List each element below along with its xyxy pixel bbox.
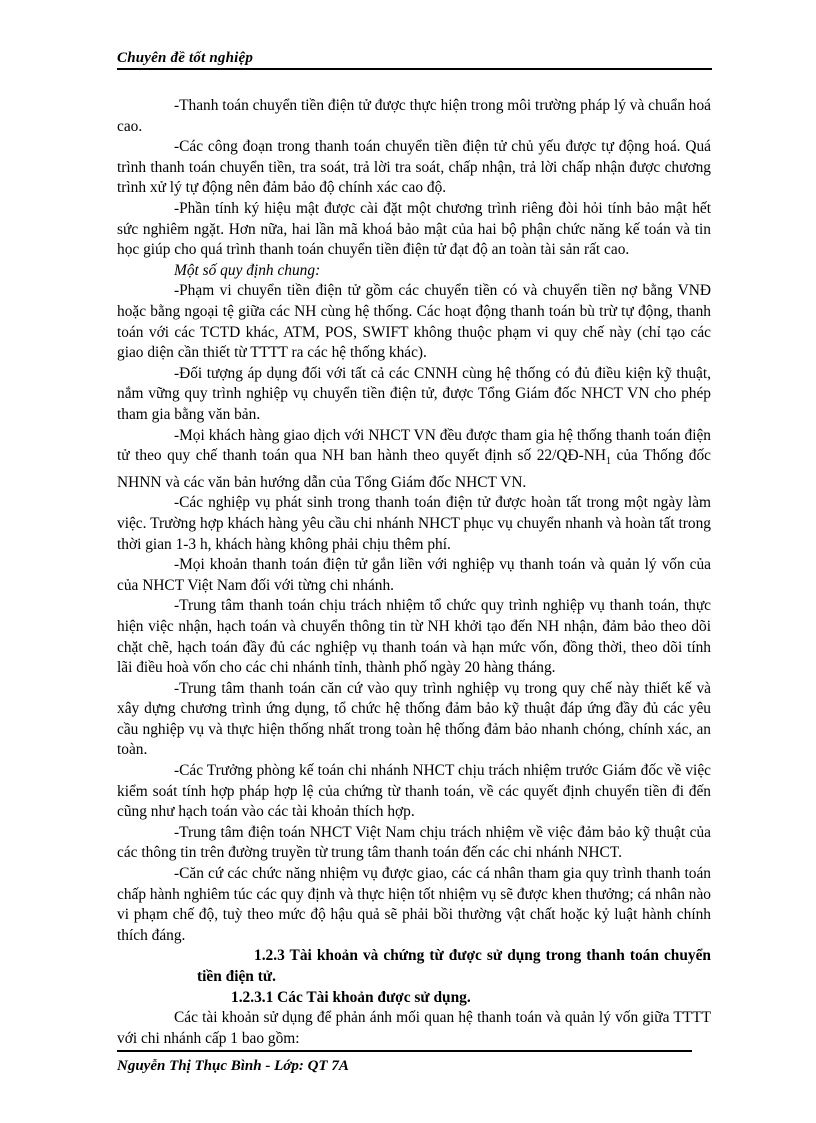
- paragraph: -Phần tính ký hiệu mật được cài đặt một chương trình riêng đòi hỏi tính bảo mật hết sức nghiêm ngặt. Hơn nữa, hai lần mã khoá bảo mật của hai bộ phận chức năng kế toán và tin học giúp cho quá trình thanh toán chuyển tiền điện tử đạt độ an toàn tài sản rất cao.: [117, 199, 711, 259]
- paragraph: -Các Trưởng phòng kế toán chi nhánh NHCT chịu trách nhiệm trước Giám đốc về việc kiểm soát tính hợp pháp hợp lệ của chứng từ thanh toán, về các quyết định chuyển tiền đi đến cũng như hạch toán vào các tài khoản thích hợp.: [117, 762, 711, 821]
- paragraph: -Trung tâm điện toán NHCT Việt Nam chịu trách nhiệm về việc đảm bảo kỹ thuật của các thông tin trên đường truyền từ trung tâm thanh toán đến các chi nhánh NHCT.: [117, 823, 711, 862]
- header-rule: [117, 68, 712, 70]
- paragraph: -Phạm vi chuyển tiền điện tử gồm các chuyển tiền có và chuyển tiền nợ bằng VNĐ hoặc bằng ngoại tệ giữa các NH cùng hệ thống. Các hoạt động thanh toán bù trừ tự động, thanh toán với các TCTD khác, ATM, POS, SWIFT không thuộc phạm vi quy chế này (chỉ tạo các giao diện cần thiết từ TTTT ra các hệ thống khác).: [117, 282, 711, 362]
- page-header: [117, 50, 712, 67]
- paragraph: Các tài khoản sử dụng để phản ánh mối quan hệ thanh toán và quản lý vốn giữa TTTT với chi nhánh cấp 1 bao gồm:: [117, 1009, 711, 1047]
- paragraph: -Căn cứ các chức năng nhiệm vụ được giao, các cá nhân tham gia quy trình thanh toán chấp hành nghiêm túc các quy định và thực hiện tốt nhiệm vụ sẽ được khen thưởng; cá nhân nào vi phạm chế độ, tuỳ theo mức độ hậu quả sẽ phải bồi thường vật chất hoặc kỷ luật hành chính thích đáng.: [117, 865, 711, 944]
- section-heading-1-2-3-1: 1.2.3.1 Các Tài khoản được sử dụng.: [231, 988, 471, 1006]
- footer-rule: [117, 1050, 692, 1052]
- footer-author: Nguyễn Thị Thục Bình - Lớp: QT 7A: [117, 1058, 349, 1074]
- paragraph: -Trung tâm thanh toán căn cứ vào quy trình nghiệp vụ trong quy chế này thiết kế và xây dựng chương trình ứng dụng, tổ chức hệ thống đảm bảo kỹ thuật đáp ứng đầy đủ các yêu cầu nghiệp vụ và thực hiện thống nhất trong toàn hệ thống đảm bảo nhanh chóng, chính xác, an toàn.: [117, 679, 711, 759]
- paragraph-text: -Mọi khách hàng giao dịch với NHCT VN đều được tham gia hệ thống thanh toán điện tử theo quy chế thanh toán qua NH ban hành theo quyết định số 22/QĐ-NH: [117, 426, 711, 465]
- paragraph: -Đối tượng áp dụng đối với tất cả các CNNH cùng hệ thống có đủ điều kiện kỹ thuật, nắm vững quy trình nghiệp vụ chuyển tiền điện tử, được Tổng Giám đốc NHCT VN cho phép tham gia bằng văn bản.: [117, 364, 711, 423]
- paragraph-text: của Thống đốc NHNN và các văn bản hướng dẫn của Tổng Giám đốc NHCT VN.: [117, 447, 711, 491]
- paragraph: -Thanh toán chuyển tiền điện tử được thực hiện trong môi trường pháp lý và chuẩn hoá cao.: [117, 97, 711, 135]
- document-body: [117, 96, 711, 1049]
- section-heading-1-2-3: 1.2.3 Tài khoản và chứng từ được sử dụng trong thanh toán chuyển tiền điện tử.: [197, 947, 711, 986]
- subscript: 1: [605, 456, 611, 468]
- paragraph: -Các công đoạn trong thanh toán chuyển tiền điện tử chủ yếu được tự động hoá. Quá trình thanh toán chuyển tiền, tra soát, trả lời tra soát, chấp nhận, trả lời chấp nhận được chương trình xử lý tự động nên đảm bảo độ chính xác cao độ.: [117, 138, 711, 197]
- subheading-general-rules: Một số quy định chung:: [174, 261, 321, 279]
- paragraph: -Các nghiệp vụ phát sinh trong thanh toán điện tử được hoàn tất trong một ngày làm việc. Trường hợp khách hàng yêu cầu chi nhánh NHCT phục vụ chuyển nhanh và hoàn tất trong thời gian 1-3 h, khách hàng không phải chịu thêm phí.: [117, 494, 711, 553]
- paragraph: [117, 426, 711, 494]
- paragraph: -Mọi khoản thanh toán điện tử gắn liền với nghiệp vụ thanh toán và quản lý vốn của của NHCT Việt Nam đối với từng chi nhánh.: [117, 556, 711, 594]
- paragraph: -Trung tâm thanh toán chịu trách nhiệm tổ chức quy trình nghiệp vụ thanh toán, thực hiện việc nhận, hạch toán và chuyển thông tin từ NH khởi tạo đến NH nhận, đảm bảo theo dõi chặt chẽ, hạch toán đầy đủ các nghiệp vụ thanh toán và hạn mức vốn, đồng thời, theo dõi tính lãi điều hoà vốn cho các chi nhánh tỉnh, thành phố ngày 20 hàng tháng.: [117, 597, 711, 677]
- header-title: Chuyên đề tốt nghiệp: [117, 50, 254, 66]
